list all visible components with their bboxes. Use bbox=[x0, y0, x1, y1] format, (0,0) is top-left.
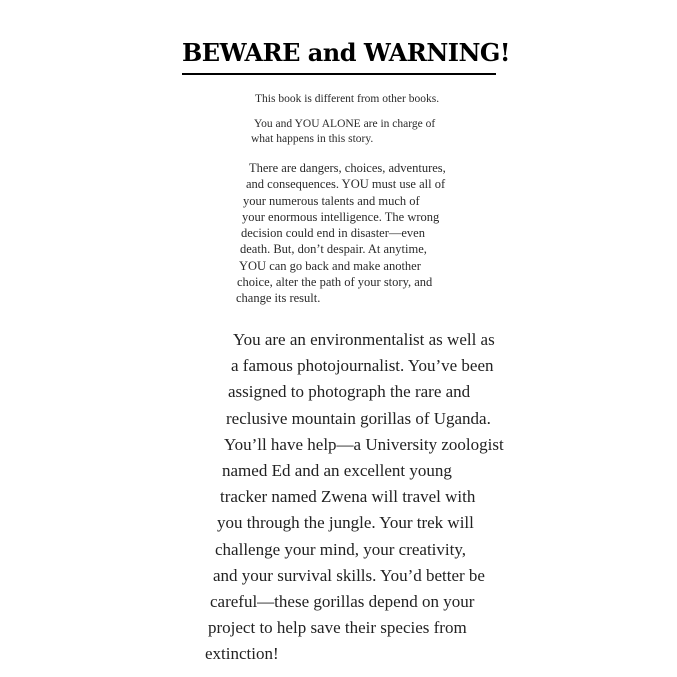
title-underline bbox=[182, 73, 496, 75]
text-line: reclusive mountain gorillas of Uganda. bbox=[226, 408, 491, 428]
danger-paragraph bbox=[236, 160, 446, 307]
text-line: change its result. bbox=[236, 291, 321, 306]
text-line: assigned to photograph the rare and bbox=[228, 382, 471, 402]
page-title: BEWARE and WARNING! bbox=[182, 38, 510, 67]
text-line: careful—these gorillas depend on your bbox=[210, 592, 475, 612]
text-line: tracker named Zwena will travel with bbox=[220, 487, 476, 507]
text-line: challenge your mind, your creativity, bbox=[215, 539, 466, 559]
text-line: You are an environmentalist as well as bbox=[233, 330, 495, 349]
text-line: what happens in this story. bbox=[251, 132, 374, 145]
text-line: your numerous talents and much of bbox=[243, 193, 420, 208]
text-line: choice, alter the path of your story, and bbox=[237, 275, 433, 290]
text-line: project to help save their species from bbox=[208, 618, 467, 638]
text-line: named Ed and an excellent young bbox=[222, 461, 452, 481]
text-line: You and YOU ALONE are in charge of bbox=[254, 118, 436, 130]
charge-paragraph bbox=[251, 117, 435, 146]
text-line: and your survival skills. You’d better be bbox=[213, 565, 485, 585]
text-line: decision could end in disaster—even bbox=[241, 226, 425, 241]
text-line: extinction! bbox=[205, 644, 279, 664]
text-line: a famous photojournalist. You’ve been bbox=[231, 356, 494, 376]
text-line: and consequences. YOU must use all of bbox=[246, 177, 446, 192]
intro-paragraph bbox=[255, 92, 439, 107]
story-paragraph bbox=[205, 327, 504, 668]
text-line: your enormous intelligence. The wrong bbox=[242, 209, 440, 224]
text-line: YOU can go back and make another bbox=[239, 258, 421, 273]
text-line: There are dangers, choices, adventures, bbox=[249, 161, 446, 175]
text-line: you through the jungle. Your trek will bbox=[217, 513, 474, 533]
text-line: This book is different from other books. bbox=[255, 93, 440, 105]
text-line: death. But, don’t despair. At anytime, bbox=[240, 242, 427, 257]
text-line: You’ll have help—a University zoologist bbox=[224, 434, 504, 454]
